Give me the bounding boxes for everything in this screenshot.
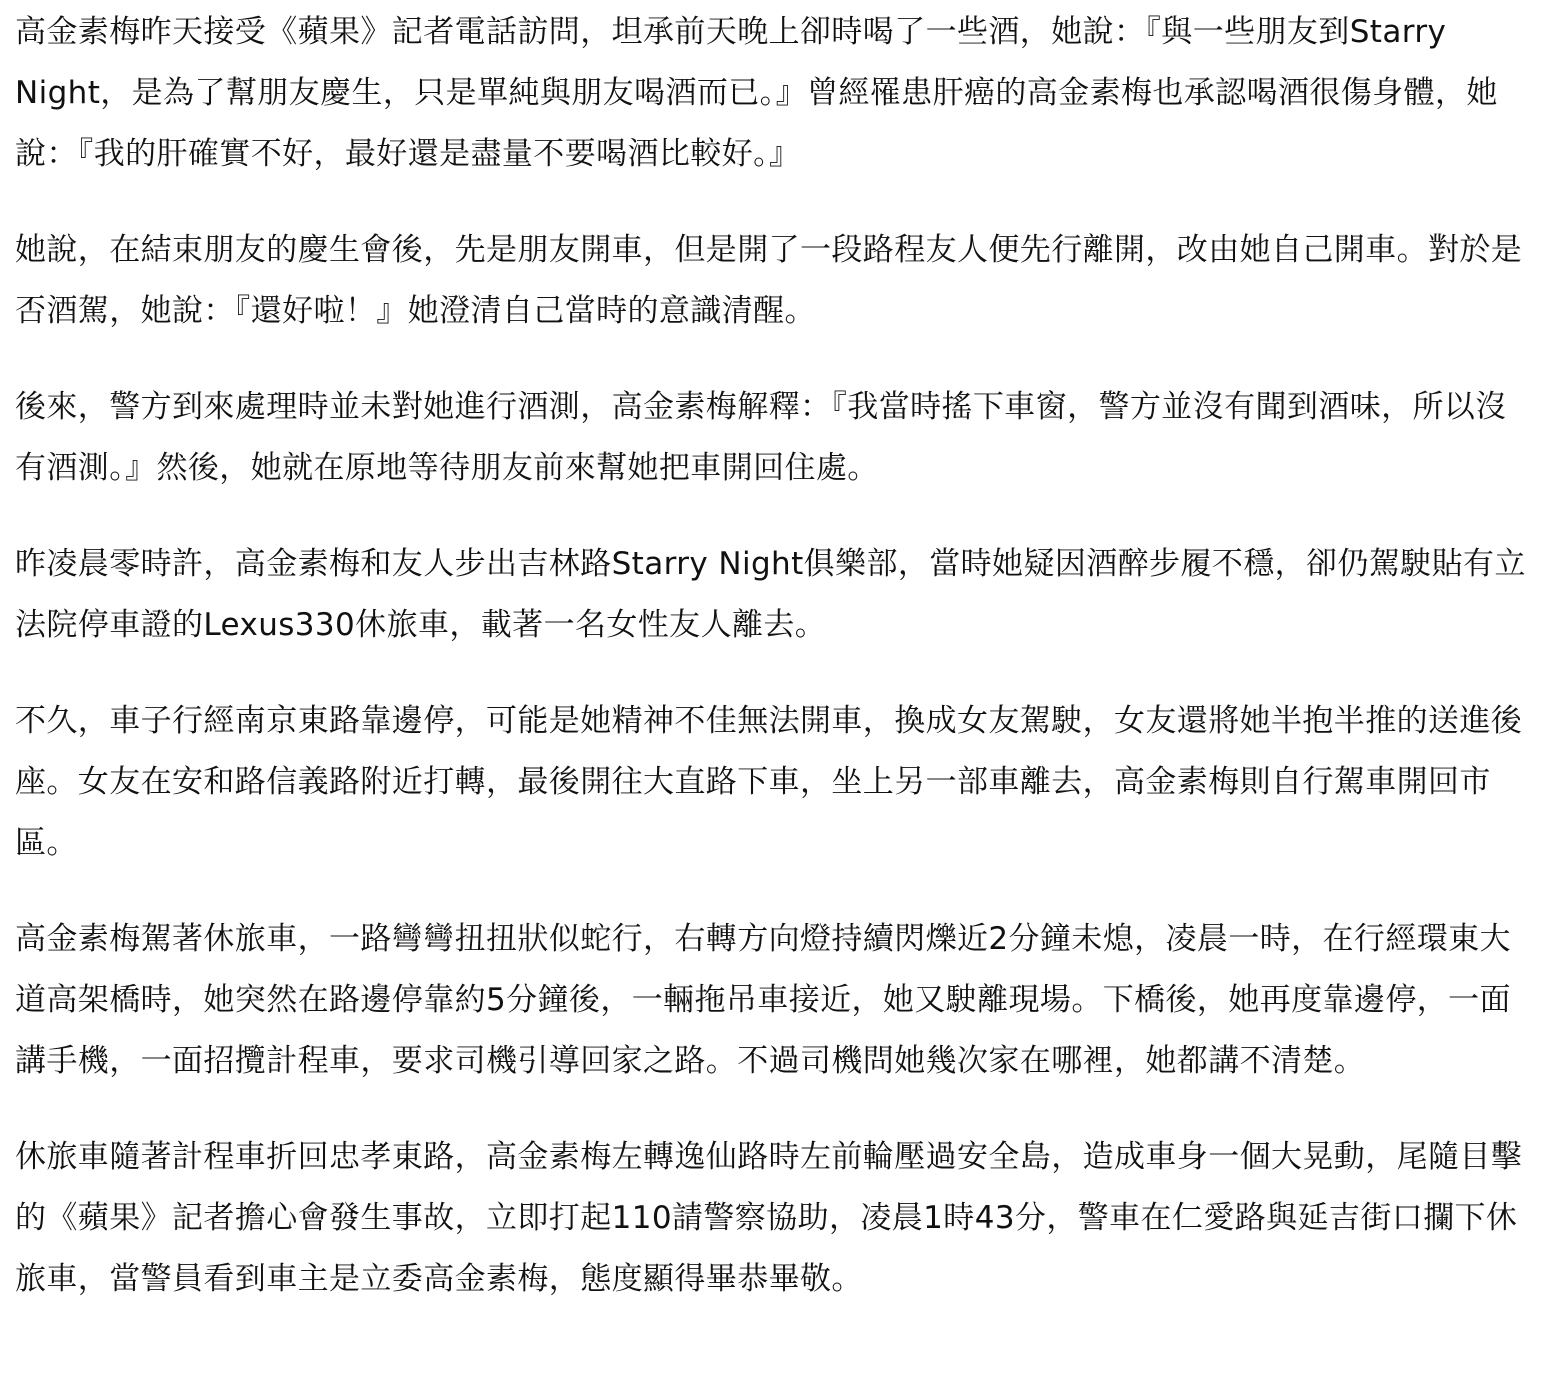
article-paragraph: 高金素梅駕著休旅車，一路彎彎扭扭狀似蛇行，右轉方向燈持續閃爍近2分鐘未熄，凌晨一時，在行經環東大道高架橋時，她突然在路邊停靠約5分鐘後，一輛拖吊車接近，她又駛離現場。下橋後，她再度靠邊停，一面講手機，一面招攬計程車，要求司機引導回家之路。不過司機問她幾次家在哪裡，她都講不清楚。 xyxy=(15,921,1511,1079)
article-paragraph: 不久，車子行經南京東路靠邊停，可能是她精神不佳無法開車，換成女友駕駛，女友還將她半抱半推的送進後座。女友在安和路信義路附近打轉，最後開往大直路下車，坐上另一部車離去，高金素梅則自行駕車開回市區。 xyxy=(15,703,1523,861)
article-paragraph: 昨凌晨零時許，高金素梅和友人步出吉林路Starry Night俱樂部，當時她疑因酒醉步履不穩，卻仍駕駛貼有立法院停車證的Lexus330休旅車，載著一名女性友人離去。 xyxy=(15,546,1526,643)
article-paragraph: 後來，警方到來處理時並未對她進行酒測，高金素梅解釋：『我當時搖下車窗，警方並沒有聞到酒味，所以沒有酒測。』然後，她就在原地等待朋友前來幫她把車開回住處。 xyxy=(15,389,1507,486)
article-paragraph: 休旅車隨著計程車折回忠孝東路，高金素梅左轉逸仙路時左前輪壓過安全島，造成車身一個大晃動，尾隨目擊的《蘋果》記者擔心會發生事故，立即打起110請警察協助，凌晨1時43分，警車在仁愛路與延吉街口攔下休旅車，當警員看到車主是立委高金素梅，態度顯得畢恭畢敬。 xyxy=(15,1139,1523,1297)
article-paragraph: 高金素梅昨天接受《蘋果》記者電話訪問，坦承前天晚上卻時喝了一些酒，她說：『與一些朋友到Starry Night，是為了幫朋友慶生，只是單純與朋友喝酒而已。』曾經罹患肝癌的高金素梅也承認喝酒很傷身體，她說：『我的肝確實不好，最好還是盡量不要喝酒比較好。』 xyxy=(15,14,1498,172)
article-paragraph: 她說，在結束朋友的慶生會後，先是朋友開車，但是開了一段路程友人便先行離開，改由她自己開車。對於是否酒駕，她說：『還好啦！』她澄清自己當時的意識清醒。 xyxy=(15,232,1523,329)
